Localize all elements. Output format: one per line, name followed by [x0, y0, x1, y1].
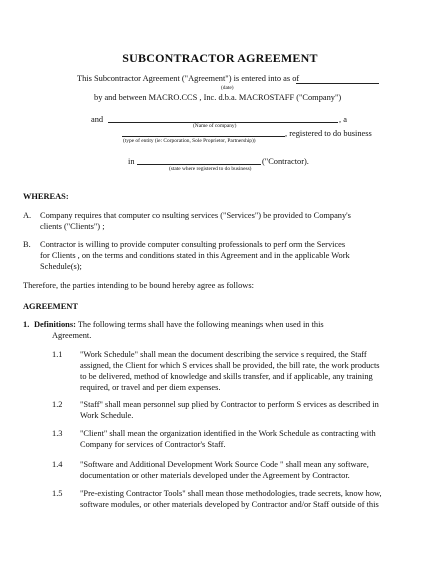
document-title: SUBCONTRACTOR AGREEMENT — [122, 51, 318, 65]
item-line: "Work Schedule" shall mean the document describing the service s required, the Staff — [80, 350, 367, 359]
in-label: in — [128, 157, 135, 166]
contractor-label: ("Contractor). — [262, 157, 309, 166]
item-number: 1.4 — [52, 460, 63, 469]
state-blank[interactable] — [137, 164, 261, 165]
item-number: 1.2 — [52, 400, 63, 409]
recital-a-line-2: clients ("Clients") ; — [40, 222, 105, 231]
entity-type-blank[interactable] — [122, 136, 285, 137]
whereas-heading: WHEREAS: — [23, 192, 69, 201]
recital-b-line-1: Contractor is willing to provide computer consulting professionals to perf orm the Services — [40, 240, 346, 249]
agreement-heading: AGREEMENT — [23, 302, 78, 311]
entity-caption: (type of entity (ie: Corporation, Sole Proprietor, Partnership)) — [123, 138, 256, 144]
date-blank[interactable] — [296, 83, 379, 84]
recital-a-marker: A. — [23, 211, 32, 220]
state-caption: (state where registered to do business) — [169, 166, 252, 172]
recital-b-line-3: Schedule(s); — [40, 262, 82, 271]
item-line: Work Schedule. — [80, 411, 134, 420]
item-number: 1.3 — [52, 429, 63, 438]
item-line: to be delivered, method of knowledge and skills transfer, and if applicable, any training — [80, 372, 373, 381]
definitions-title: Definitions: — [34, 320, 76, 329]
recital-b-line-2: for Clients , on the terms and conditions stated in this Agreement and in the applicable Work — [40, 251, 350, 260]
recital-a-line-1: Company requires that computer co nsulting services ("Services") be provided to Company's — [40, 211, 351, 220]
item-line: assigned, the Client for which S ervices shall be provided, the bill rate, the work products — [80, 361, 380, 370]
intro-line-1: This Subcontractor Agreement ("Agreement") is entered into as of — [77, 74, 300, 83]
definitions-line-2: Agreement. — [52, 331, 92, 340]
item-line: "Pre-existing Contractor Tools" shall mean those methodologies, trade secrets, know how, — [80, 489, 382, 498]
definitions-line-1 — [34, 320, 324, 331]
item-line: required, or travel and per diem expenses. — [80, 383, 221, 392]
item-line: Company for services of Contractor's Staff. — [80, 440, 226, 449]
item-line: "Staff" shall mean personnel sup plied by Contractor to perform S ervices as described in — [80, 400, 379, 409]
item-number: 1.1 — [52, 350, 63, 359]
therefore-text: Therefore, the parties intending to be bound hereby agree as follows: — [23, 281, 254, 290]
and-label: and — [91, 115, 104, 124]
registered-text: , registered to do business — [285, 129, 372, 138]
date-caption: (date) — [221, 85, 234, 91]
item-line: "Client" shall mean the organization identified in the Work Schedule as contracting with — [80, 429, 376, 438]
definitions-intro: The following terms shall have the following meanings when used in this — [75, 320, 324, 329]
definitions-marker: 1. — [23, 320, 30, 329]
recital-b-marker: B. — [23, 240, 31, 249]
item-number: 1.5 — [52, 489, 63, 498]
item-line: "Software and Additional Development Work Source Code " shall mean any software, — [80, 460, 369, 469]
intro-line-2: by and between MACRO.CCS , Inc. d.b.a. MACROSTAFF ("Company") — [94, 93, 342, 102]
item-line: documentation or other materials developed under the Agreement by Contractor. — [80, 471, 350, 480]
item-line: software modules, or other materials developed by Contractor and/or Staff outside of this — [80, 500, 379, 509]
a-label: , a — [339, 115, 347, 124]
company-caption: (Name of company) — [193, 123, 237, 129]
